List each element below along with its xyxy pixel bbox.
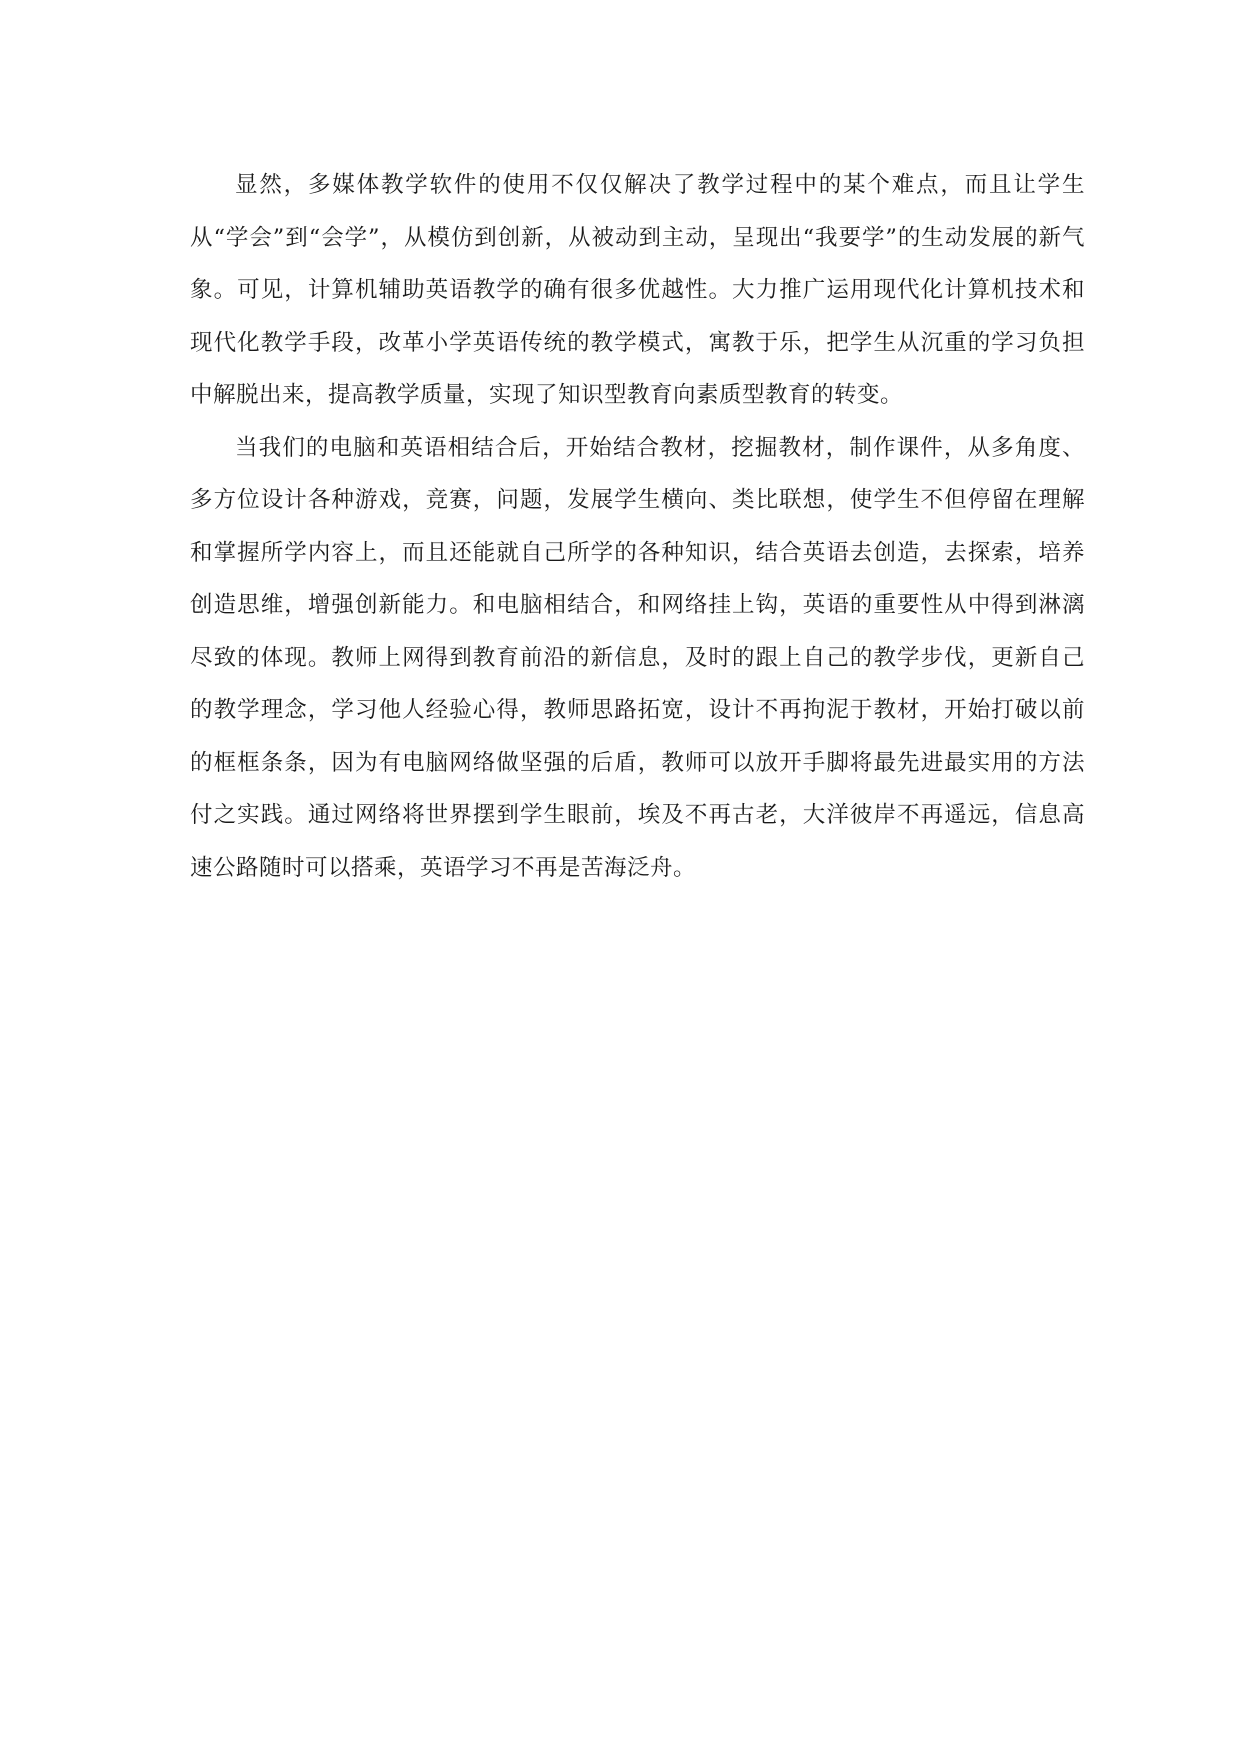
paragraph-computer-english-integration: 当我们的电脑和英语相结合后，开始结合教材，挖掘教材，制作课件，从多角度、多方位设计各种游戏，竞赛，问题，发展学生横向、类比联想，使学生不但停留在理解和掌握所学内容上，而且还能就自己所学的各种知识，结合英语去创造，去探索，培养创造思维，增强创新能力。和电脑相结合，和网络挂上钩，英语的重要性从中得到淋漓尽致的体现。教师上网得到教育前沿的新信息，及时的跟上自己的教学步伐，更新自己的教学理念，学习他人经验心得，教师思路拓宽，设计不再拘泥于教材，开始打破以前的框框条条，因为有电脑网络做坚强的后盾，教师可以放开手脚将最先进最实用的方法付之实践。通过网络将世界摆到学生眼前，埃及不再古老，大洋彼岸不再遥远，信息高速公路随时可以搭乘，英语学习不再是苦海泛舟。 xyxy=(190,434,1085,881)
paragraph-multimedia-advantages: 显然，多媒体教学软件的使用不仅仅解决了教学过程中的某个难点，而且让学生从“学会”到“会学”，从模仿到创新，从被动到主动，呈现出“我要学”的生动发展的新气象。可见，计算机辅助英语教学的确有很多优越性。大力推广运用现代化计算机技术和现代化教学手段，改革小学英语传统的教学模式，寓教于乐，把学生从沉重的学习负担中解脱出来，提高教学质量，实现了知识型教育向素质型教育的转变。 xyxy=(190,172,1085,408)
body-text xyxy=(190,159,1085,894)
